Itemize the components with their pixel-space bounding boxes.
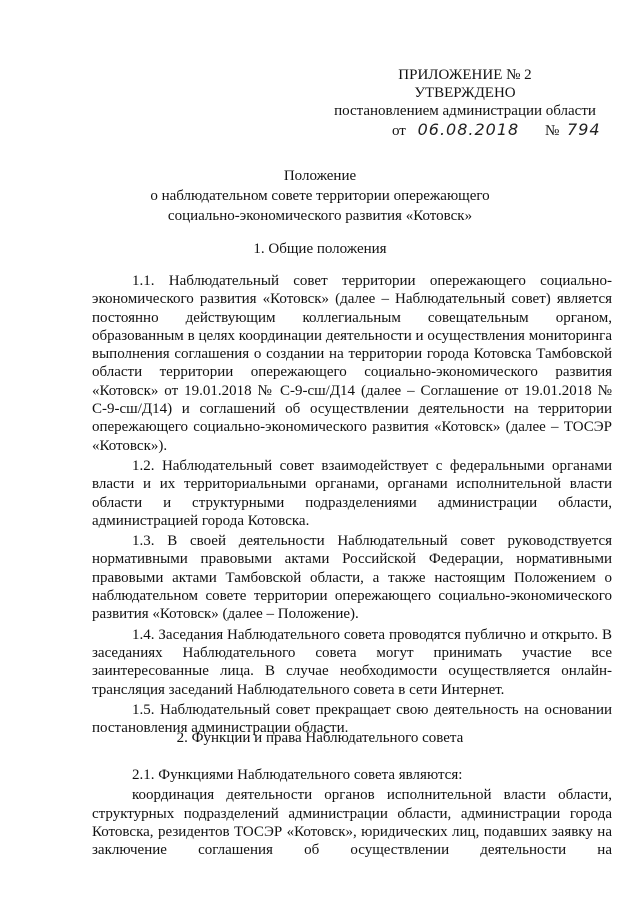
document-title — [0, 166, 640, 226]
paragraph-1-1: 1.1. Наблюдательный совет территории опережающего социально-экономического развития «Котовск» (далее – Наблюдательный совет) является постоянно действующим коллегиальным совещательным органом, образованным в целях координации деятельности и осуществления мониторинга выполнения соглашения о создании на территории города Котовска Тамбовской области территории опережающего социально-экономического развития «Котовск» от 19.01.2018 № С-9-сш/Д14 (далее – Соглашение от 19.01.2018 № С-9-сш/Д14) и соглашений об осуществлении деятельности на территории опережающего социально-экономического развития «Котовск» (далее – ТОСЭР «Котовск»). — [92, 273, 612, 454]
section-2-heading: 2. Функции и права Наблюдательного совета — [176, 730, 464, 746]
section-1-heading: 1. Общие положения — [253, 241, 387, 257]
from-label: от — [392, 123, 406, 139]
paragraph-1-4: 1.4. Заседания Наблюдательного совета проводятся публично и открыто. В заседаниях Наблюдательного совета могут принимать участие все заинтересованные лица. В случае необходимости осуществляется онлайн-трансляция заседаний Наблюдательного совета в сети Интернет. — [92, 626, 612, 698]
paragraph-1-5: 1.5. Наблюдательный совет прекращает свою деятельность на основании постановления администрации области. — [92, 701, 612, 737]
decree-label: постановлением администрации области — [334, 103, 596, 119]
approved-label: УТВЕРЖДЕНО — [414, 85, 516, 101]
title-line-2: о наблюдательном совете территории опережающего — [150, 188, 490, 204]
handwritten-number: 794 — [567, 120, 601, 139]
approval-stamp — [330, 66, 600, 140]
paragraph-2-1: 2.1. Функциями Наблюдательного совета являются: — [132, 767, 463, 783]
section-2-body — [92, 766, 612, 861]
handwritten-date: 06.08.2018 — [417, 120, 520, 139]
paragraph-2-1-item: координация деятельности органов исполнительной власти области, структурных подразделений администрации области, администрации города Котовска, резидентов ТОСЭР «Котовск», юридических лиц, подавших заявку на заключение соглашения об осуществлении деятельности на — [92, 787, 612, 859]
title-line-1: Положение — [283, 168, 357, 184]
number-label: № — [544, 123, 560, 139]
title-line-3: социально-экономического развития «Котовск» — [167, 208, 473, 224]
section-1-body — [92, 272, 612, 739]
paragraph-1-3: 1.3. В своей деятельности Наблюдательный совет руководствуется нормативными правовыми актами Российской Федерации, нормативными правовыми актами Тамбовской области, а также настоящим Положением о наблюдательном совете территории опережающего социально-экономического развития «Котовск» (далее – Положение). — [92, 533, 612, 623]
paragraph-1-2: 1.2. Наблюдательный совет взаимодействует с федеральными органами власти и их территориальными органами, органами исполнительной власти области и структурными подразделениями администрации области, администрацией города Котовска. — [92, 457, 612, 529]
appendix-label: ПРИЛОЖЕНИЕ № 2 — [398, 67, 532, 83]
decree-date-number — [330, 121, 600, 140]
